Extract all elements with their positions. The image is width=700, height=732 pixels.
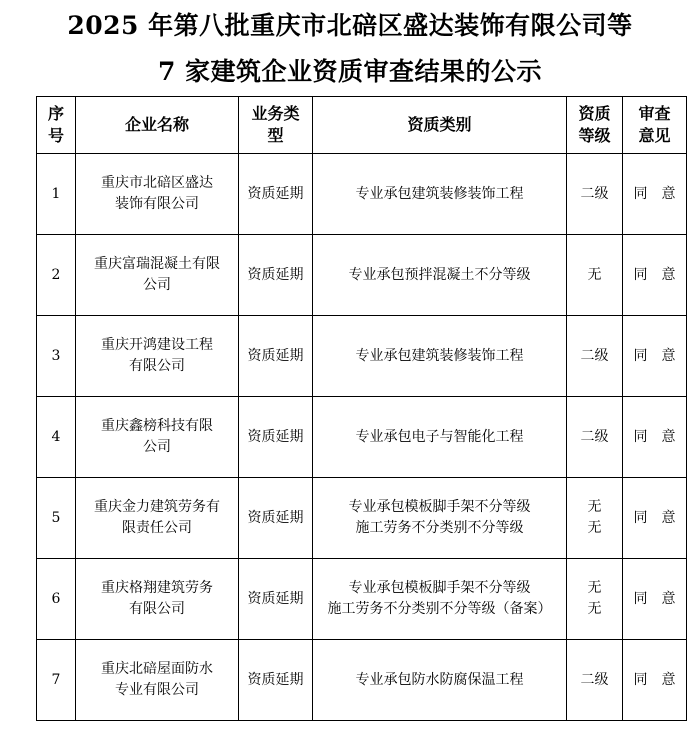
business-type: 资质延期 [239,640,313,721]
qualification-level [567,235,623,316]
company-name [76,397,239,478]
table-row [37,154,687,235]
qualification-level-line: 无 [587,266,602,283]
table-row [37,235,687,316]
review-opinion: 同 意 [623,640,687,721]
company-name-line: 重庆开鸿建设工程 [101,337,213,353]
qualification-category-line: 专业承包建筑装修装饰工程 [355,347,524,364]
review-opinion: 同 意 [623,478,687,559]
row-number: 2 [37,235,76,316]
qualification-category-line: 专业承包建筑装修装饰工程 [355,185,524,202]
review-opinion: 同 意 [623,397,687,478]
header-biz-line-2: 型 [267,126,284,145]
company-name-line: 重庆富瑞混凝土有限 [94,256,220,272]
business-type: 资质延期 [239,478,313,559]
header-biz [239,97,313,154]
header-level-line-1: 资质 [578,104,611,123]
qualification-level [567,640,623,721]
table-row [37,559,687,640]
row-number: 6 [37,559,76,640]
row-number: 4 [37,397,76,478]
qualification-level [567,397,623,478]
header-no-line-2: 号 [47,126,64,145]
qualification-level-line: 二级 [580,428,609,445]
qualification-level-line: 无 [587,520,602,536]
company-name [76,640,239,721]
header-opinion [623,97,687,154]
qualification-category [313,235,567,316]
qualification-level-line: 无 [587,601,602,617]
table-row [37,397,687,478]
qualification-category-line: 施工劳务不分类别不分等级 [355,520,524,536]
company-name-line: 重庆市北碚区盛达 [101,175,213,191]
review-opinion: 同 意 [623,154,687,235]
qualification-level [567,316,623,397]
qualification-category-line: 专业承包防水防腐保温工程 [355,671,524,688]
header-opinion-line-1: 审查 [638,104,671,123]
row-number: 7 [37,640,76,721]
qualification-level-line: 二级 [580,347,609,364]
row-number: 1 [37,154,76,235]
review-opinion: 同 意 [623,559,687,640]
company-name [76,478,239,559]
company-name-line: 有限公司 [129,601,185,617]
qualification-level [567,154,623,235]
review-opinion: 同 意 [623,235,687,316]
qualification-category-line: 专业承包模板脚手架不分等级 [348,580,531,596]
company-name-line: 重庆鑫榜科技有限 [101,418,213,434]
qualification-category [313,397,567,478]
qualification-category-line: 施工劳务不分类别不分等级（备案） [327,601,552,617]
qualification-category [313,640,567,721]
company-name-line: 重庆金力建筑劳务有 [94,499,220,515]
header-no-line-1: 序 [47,104,64,123]
company-name-line: 限责任公司 [122,520,192,536]
table-body [37,154,687,721]
header-level [567,97,623,154]
qualification-category [313,559,567,640]
header-category: 资质类别 [313,97,567,154]
header-name: 企业名称 [76,97,239,154]
company-name [76,316,239,397]
header-no [37,97,76,154]
qualification-level-line: 二级 [580,671,609,688]
company-name-line: 重庆北碚屋面防水 [101,661,213,677]
title-line-2: 7 家建筑企业资质审查结果的公示 [157,57,543,86]
title-line-1: 2025 年第八批重庆市北碚区盛达装饰有限公司等 [67,11,633,40]
header-opinion-line-2: 意见 [638,126,671,145]
table-row [37,640,687,721]
header-level-line-2: 等级 [578,126,611,145]
qualification-category-line: 专业承包电子与智能化工程 [355,428,524,445]
company-name [76,154,239,235]
company-name-line: 公司 [143,439,171,455]
row-number: 3 [37,316,76,397]
business-type: 资质延期 [239,316,313,397]
qualification-category [313,316,567,397]
qualification-level [567,559,623,640]
company-name-line: 重庆格翔建筑劳务 [101,580,213,596]
qualification-level-line: 无 [587,499,602,515]
row-number: 5 [37,478,76,559]
qualification-level [567,478,623,559]
company-name-line: 有限公司 [129,358,185,374]
review-opinion: 同 意 [623,316,687,397]
header-biz-line-1: 业务类 [251,104,300,123]
qualification-category [313,478,567,559]
table-row [37,316,687,397]
business-type: 资质延期 [239,397,313,478]
business-type: 资质延期 [239,559,313,640]
qualification-category-line: 专业承包模板脚手架不分等级 [348,499,531,515]
qualification-level-line: 无 [587,580,602,596]
business-type: 资质延期 [239,235,313,316]
table-row [37,478,687,559]
qualification-category [313,154,567,235]
qualification-category-line: 专业承包预拌混凝土不分等级 [348,266,531,283]
company-name-line: 专业有限公司 [115,682,199,698]
company-name-line: 公司 [143,277,171,293]
business-type: 资质延期 [239,154,313,235]
company-name-line: 装饰有限公司 [115,196,199,212]
qualification-review-table [36,96,687,721]
company-name [76,235,239,316]
company-name [76,559,239,640]
qualification-level-line: 二级 [580,185,609,202]
table-header-row [37,97,687,154]
